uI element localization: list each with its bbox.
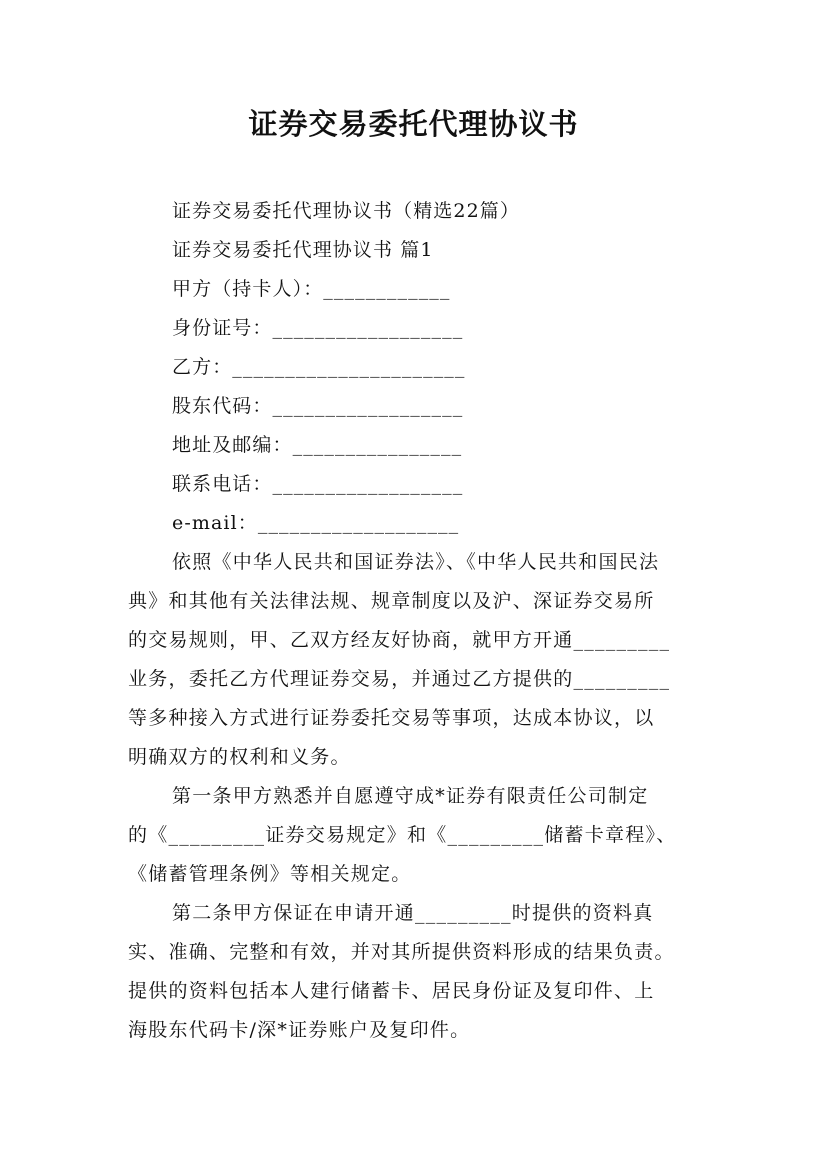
party-a-field: 甲方（持卡人）：____________ [172,278,451,300]
preamble-line: 业务，委托乙方代理证券交易，并通过乙方提供的_________ [128,668,671,690]
email-field: e-mail：___________________ [172,512,460,534]
document-subtitle: 证券交易委托代理协议书（精选22篇） [172,200,520,222]
preamble-line: 等多种接入方式进行证券委托交易等事项，达成本协议，以 [128,707,655,729]
phone-field: 联系电话：__________________ [172,473,464,495]
preamble-line: 典》和其他有关法律法规、规章制度以及沪、深证券交易所 [128,590,655,612]
article-1-line: 《储蓄管理条例》等相关规定。 [128,863,412,885]
section-heading: 证券交易委托代理协议书 篇1 [172,239,434,261]
article-2-line: 第二条甲方保证在申请开通_________时提供的资料真 [172,902,654,924]
article-1-line: 第一条甲方熟悉并自愿遵守成*证券有限责任公司制定 [172,785,649,807]
document-title: 证券交易委托代理协议书 [248,107,579,141]
shareholder-code-field: 股东代码：__________________ [172,395,464,417]
article-2-line: 实、准确、完整和有效，并对其所提供资料形成的结果负责。 [128,941,675,963]
article-1-line: 的《_________证券交易规定》和《_________储蓄卡章程》、 [128,824,677,846]
article-2-line: 提供的资料包括本人建行储蓄卡、居民身份证及复印件、上 [128,980,655,1002]
id-number-field: 身份证号：__________________ [172,317,464,339]
preamble-line: 依照《中华人民共和国证券法》、《中华人民共和国民法 [172,551,660,573]
preamble-line: 明确双方的权利和义务。 [128,746,351,768]
address-postcode-field: 地址及邮编：________________ [172,434,463,456]
preamble-line: 的交易规则，甲、乙双方经友好协商，就甲方开通_________ [128,629,671,651]
article-2-line: 海股东代码卡/深*证券账户及复印件。 [128,1019,471,1041]
party-b-field: 乙方：______________________ [172,356,466,378]
